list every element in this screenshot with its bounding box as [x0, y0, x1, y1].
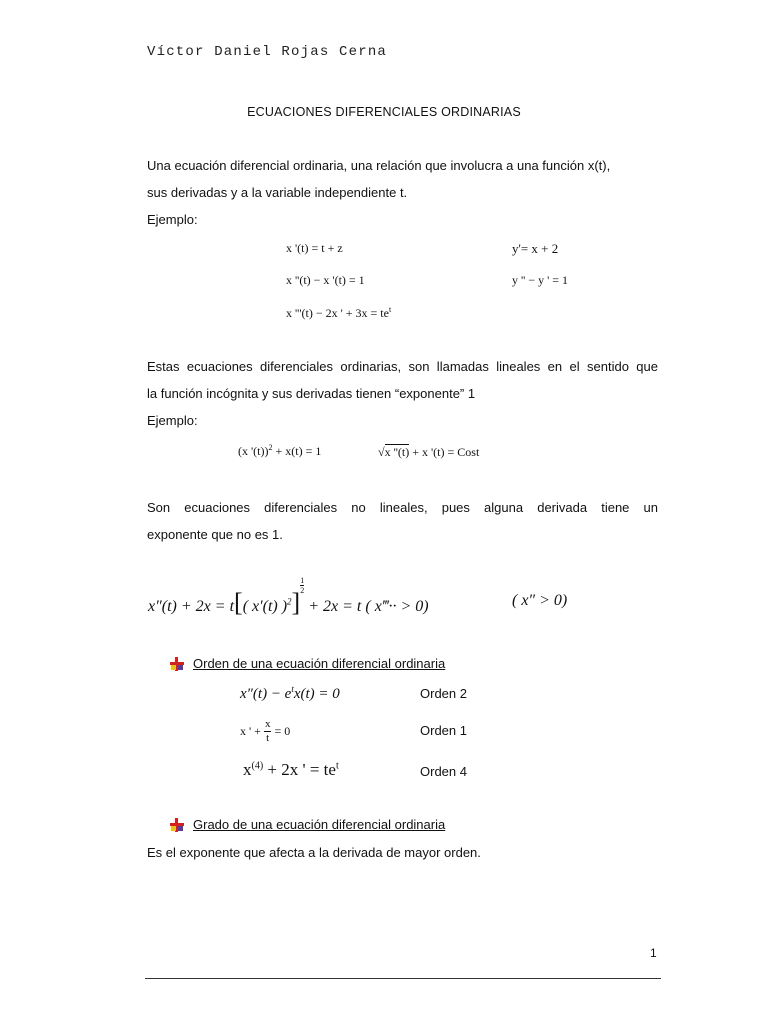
orden-equation-1 [240, 684, 340, 703]
bullet-icon [170, 657, 184, 671]
nonlinear-line-2: exponente que no es 1. [147, 527, 283, 542]
bullet-icon [170, 818, 184, 832]
equation-2: x ''(t) − x '(t) = 1 [286, 273, 365, 287]
intro-line-1: Una ecuación diferencial ordinaria, una relación que involucra a una función x(t), [147, 158, 611, 173]
orden-label-2: Orden 1 [420, 723, 467, 738]
orden-eq1-sup: t [291, 684, 294, 694]
page-title: ECUACIONES DIFERENCIALES ORDINARIAS [247, 105, 521, 119]
orden-eq1-a: x″(t) − e [240, 686, 292, 702]
nonlinear-eq-c-num: 1 [300, 576, 305, 585]
nonlinear-condition: ( x″ > 0) [512, 592, 568, 609]
orden-eq2-fraction [264, 718, 272, 745]
linear-line-2: la función incógnita y sus derivadas tienen “exponente” 1 [147, 386, 476, 401]
linear-paragraph [147, 353, 658, 407]
orden-eq3-rest: + 2x ' = te [267, 760, 336, 779]
nonlinear-line-1: Son ecuaciones diferenciales no lineales, pues alguna derivada tiene un [147, 500, 658, 515]
nonlinear-equation [148, 576, 429, 618]
orden-eq2-num: x [264, 718, 271, 730]
orden-eq2-a: x ' + [240, 724, 261, 738]
nonlinear-eq-b-sup: 2 [287, 596, 292, 607]
linear-eq1-rest: + x(t) = 1 [275, 444, 322, 458]
intro-paragraph [147, 152, 658, 206]
linear-equation-2 [378, 445, 479, 460]
linear-eq1-sup: 2 [268, 443, 273, 452]
orden-eq2-den: t [266, 732, 270, 744]
orden-label-1: Orden 2 [420, 686, 467, 701]
equation-1: x '(t) = t + z [286, 241, 343, 255]
footer-divider [145, 978, 661, 979]
orden-heading-row [170, 656, 445, 671]
nonlinear-eq-c-den: 2 [300, 586, 305, 595]
nonlinear-eq-c-exp [300, 576, 304, 595]
orden-eq3-sup2: t [335, 760, 339, 772]
equation-3-sup: t [388, 305, 392, 314]
linear-eq2-root: x ''(t) [384, 445, 410, 459]
equation-4: y'= x + 2 [512, 241, 559, 256]
bracket-open-icon: [ [234, 588, 243, 617]
bracket-close-icon: ] [291, 588, 301, 617]
linear-line-1: Estas ecuaciones diferenciales ordinarias, son llamadas lineales en el sentido que [147, 359, 658, 374]
orden-equation-3 [243, 760, 339, 780]
orden-eq2-b: = 0 [274, 724, 291, 738]
grado-heading-row [170, 817, 445, 832]
grado-heading: Grado de una ecuación diferencial ordinaria [193, 817, 446, 832]
orden-eq3-a: x [243, 760, 252, 779]
grado-text: Es el exponente que afecta a la derivada de mayor orden. [147, 845, 481, 860]
orden-eq3-sup: (4) [251, 760, 264, 772]
author-header: Víctor Daniel Rojas Cerna [147, 44, 388, 60]
equation-3-main: x '''(t) − 2x ' + 3x = te [286, 306, 389, 320]
example-label-2: Ejemplo: [147, 413, 198, 428]
linear-eq1-base: (x '(t)) [238, 444, 269, 458]
nonlinear-paragraph [147, 494, 658, 548]
nonlinear-eq-a: x″(t) + 2x = t [148, 598, 235, 615]
nonlinear-eq-b: ( x′(t) ) [242, 598, 288, 615]
orden-equation-2 [240, 718, 290, 745]
linear-equation-1 [238, 443, 321, 459]
orden-eq1-rest: x(t) = 0 [293, 686, 340, 702]
page-number: 1 [650, 946, 657, 960]
nonlinear-eq-d: + 2x = t ( x‴·· > 0) [308, 598, 429, 615]
intro-line-2: sus derivadas y a la variable independiente t. [147, 185, 408, 200]
equation-5: y '' − y ' = 1 [512, 273, 569, 287]
equation-3 [286, 305, 391, 321]
sqrt-icon: √ [378, 445, 385, 459]
orden-heading: Orden de una ecuación diferencial ordinaria [193, 656, 446, 671]
orden-label-3: Orden 4 [420, 764, 467, 779]
example-label-1: Ejemplo: [147, 212, 198, 227]
linear-eq2-rest: + x '(t) = Cost [412, 445, 480, 459]
